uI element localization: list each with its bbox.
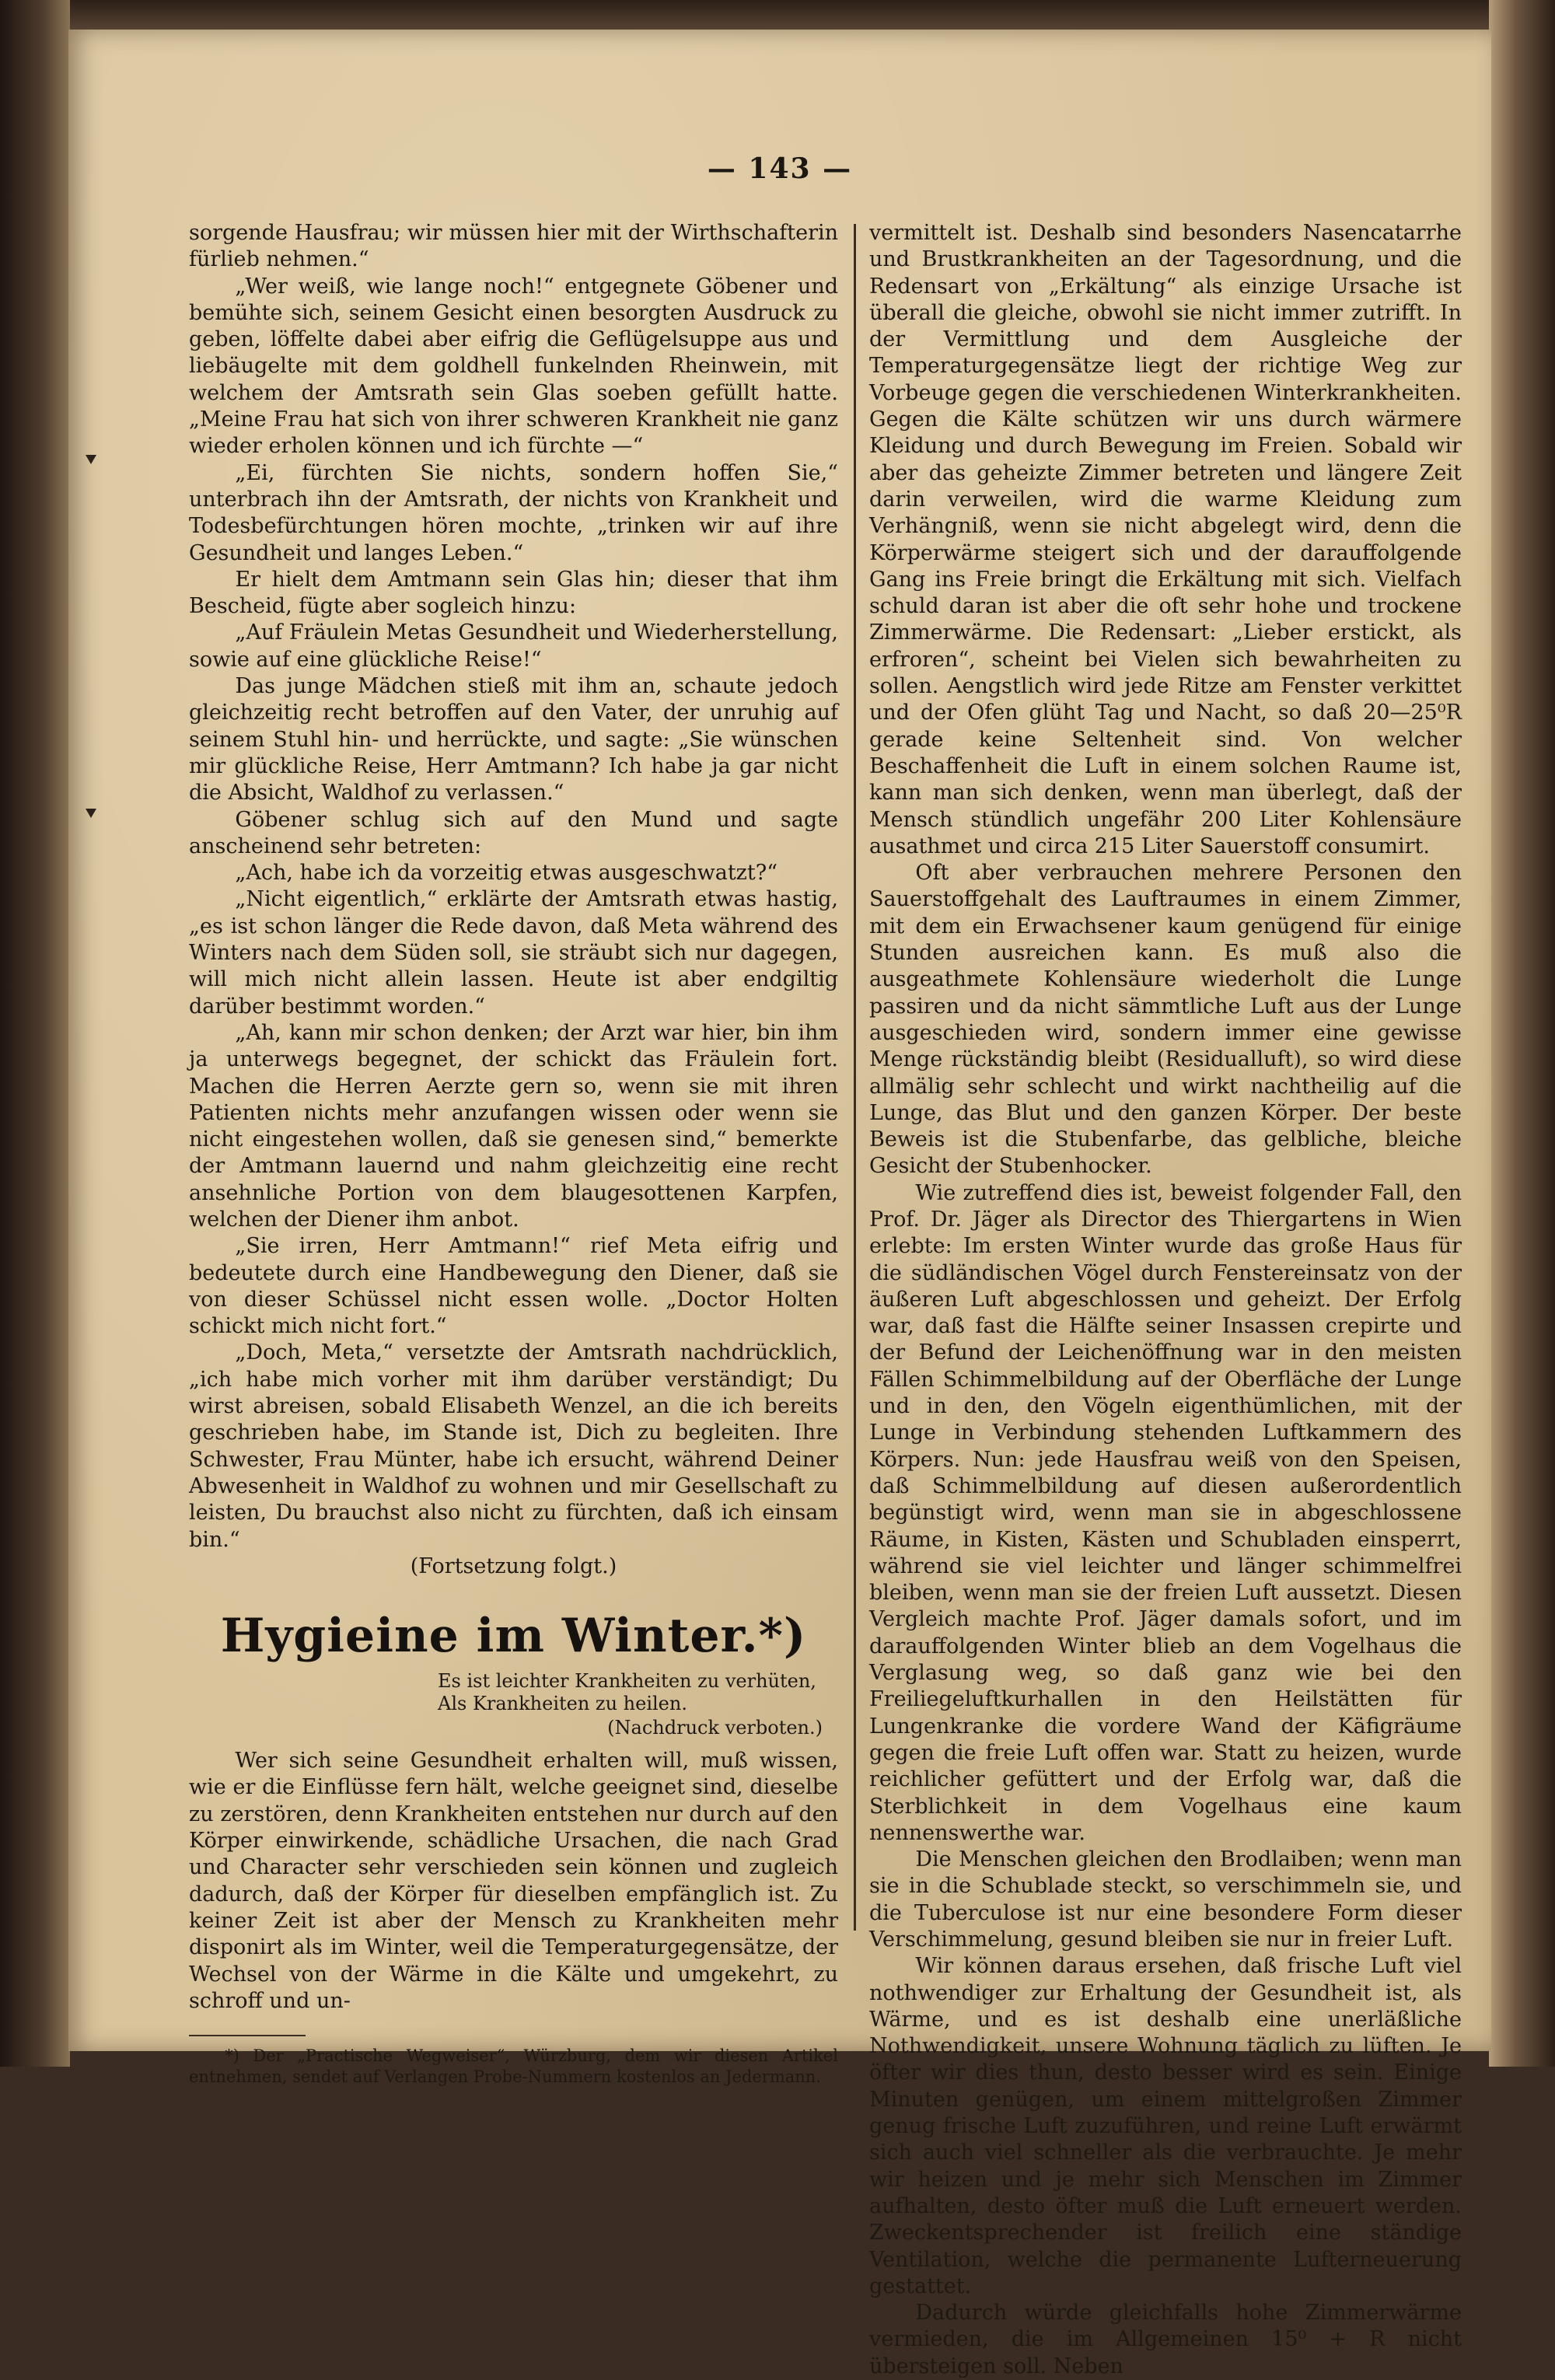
paragraph: „Ei, fürchten Sie nichts, sondern hoffen Sie,“ unterbrach ihn der Amtsrath, der nichts von Krankheit und Todesbefürchtungen hören mochte, „trinken wir auf ihre Gesundheit und langes Leben.“ bbox=[189, 460, 838, 565]
paragraph: Die Menschen gleichen den Brodlaiben; wenn man sie in die Schublade steckt, so verschimmeln sie, und die Tuberculose ist nur eine besondere Form dieser Verschimmelung, gesund bleiben sie nur in freier Luft. bbox=[869, 1847, 1462, 1952]
paragraph: Oft aber verbrauchen mehrere Personen den Sauerstoffgehalt des Lauftraumes in einem Zimmer, mit dem ein Erwachsener kaum genügend für einige Stunden ausreichen kann. Es muß also die ausgeathmete Kohlensäure wiederholt die Lunge passiren und da nicht sämmtliche Luft aus der Lunge ausgeschieden wird, sondern immer eine gewisse Menge rückständig bleibt (Residualluft), so wird diese allmälig sehr schlecht und wirkt nachtheilig auf die Lunge, das Blut und den ganzen Körper. Der beste Beweis ist die Stubenfarbe, das gelbliche, bleiche Gesicht der Stubenhocker. bbox=[869, 861, 1462, 1179]
margin-mark-icon bbox=[86, 455, 96, 464]
paragraph: „Ach, habe ich da vorzeitig etwas ausgeschwatzt?“ bbox=[235, 861, 778, 886]
paragraph: Wir können daraus ersehen, daß frische Luft viel nothwendiger zur Erhaltung der Gesundheit ist, als Wärme, und es ist deshalb eine unerläßliche Nothwendigkeit, unsere Wohnung täglich zu lüften. Je öfter wir dies thun, desto besser wird es sein. Einige Minuten genügen, um einem mittelgroßen Zimmer genug frische Luft zuzuführen, und reine Luft erwärmt sich auch viel schneller als die verbrauchte. Je mehr wir heizen und je mehr sich Menschen im Zimmer aufhalten, desto öfter muß die Luft erneuert werden. Zweckentsprechender ist freilich eine ständige Ventilation, welche die permanente Lufterneuerung gestattet. bbox=[869, 1954, 1462, 2298]
paragraph: „Doch, Meta,“ versetzte der Amtsrath nachdrücklich, „ich habe mich vorher mit ihm darüber verständigt; Du wirst abreisen, sobald Elisabeth Wenzel, an die ich bereits geschrieben habe, im Stande ist, Dich zu begleiten. Ihre Schwester, Frau Münter, habe ich ersucht, während Deiner Abwesenheit in Waldhof zu wohnen und mir Gesellschaft zu leisten, Du brauchst also nicht zu fürchten, daß ich einsam bin.“ bbox=[189, 1340, 838, 1552]
paragraph: „Sie irren, Herr Amtmann!“ rief Meta eifrig und bedeutete durch eine Handbewegung den Diener, daß sie von dieser Schüssel nicht essen wolle. „Doctor Holten schickt mich nicht fort.“ bbox=[189, 1234, 838, 1339]
article-title: Hygieine im Winter.*) bbox=[220, 1609, 807, 1664]
paragraph: „Auf Fräulein Metas Gesundheit und Wiederherstellung, sowie auf eine glückliche Reise!“ bbox=[189, 620, 838, 672]
epigraph-line: Als Krankheiten zu heilen. bbox=[438, 1693, 687, 1715]
paragraph: vermittelt ist. Deshalb sind besonders Nasencatarrhe und Brustkrankheiten an der Tagesordnung, und die Redensart von „Erkältung“ als einzige Ursache ist überall die gleiche, obwohl sie nicht immer zutrifft. In der Vermittlung und dem Ausgleiche der Temperaturgegensätze liegt der richtige Weg zur Vorbeuge gegen die verschiedenen Winterkrankheiten. Gegen die Kälte schützen wir uns durch wärmere Kleidung und durch Bewegung im Freien. Sobald wir aber das geheizte Zimmer betreten und längere Zeit darin verweilen, wird die warme Kleidung zum Verhängniß, wenn sie nicht abgelegt wird, denn die Körperwärme steigert sich und der darauffolgende Gang ins Freie bringt die Erkältung mit sich. Vielfach schuld daran ist aber die oft sehr hohe und trockene Zimmerwärme. Die Redensart: „Lieber erstickt, als erfroren“, scheint bei Vielen sich bewahrheiten zu sollen. Aengstlich wird jede Ritze am Fenster verkittet und der Ofen glüht Tag und Nacht, so daß 20—25⁰R gerade keine Seltenheit sind. Von welcher Beschaffenheit die Luft in einem solchen Raume ist, kann man sich denken, wenn man überlegt, daß der Mensch stündlich ungefähr 200 Liter Kohlensäure ausathmet und circa 215 Liter Sauerstoff consumirt. bbox=[869, 221, 1462, 858]
paragraph: Er hielt dem Amtmann sein Glas hin; dieser that ihm Bescheid, fügte aber sogleich hinzu: bbox=[189, 567, 838, 619]
paragraph: Wie zutreffend dies ist, beweist folgender Fall, den Prof. Dr. Jäger als Director des Thiergartens in Wien erlebte: Im ersten Winter wurde das große Haus für die südländischen Vögel durch Fenstereinsatz von der äußeren Luft abgeschlossen und geheizt. Der Erfolg war, daß fast die Hälfte seiner Insassen crepirte und der Befund der Leichenöffnung war in den meisten Fällen Schimmelbildung auf der Oberfläche der Lunge und in den, den Vögeln eigenthümlichen, mit der Lunge in Verbindung stehenden Luftkammern des Körpers. Nun: jede Hausfrau weiß von den Speisen, daß Schimmelbildung auf diesen außerordentlich begünstigt wird, wenn man sie in abgeschlossene Räume, in Kisten, Kästen und Schubladen einsperrt, während sie viel leichter und länger schimmelfrei bleiben, wenn man sie der freien Luft aussetzt. Diesen Vergleich machte Prof. Jäger damals sofort, und im darauffolgenden Winter blieb an dem Vogelhaus die Verglasung weg, so daß ganz wie bei den Freiliegeluftkurhallen in den Heilstätten für Lungenkranke die vordere Wand der Käfigräume gegen die freie Luft offen war. Statt zu heizen, wurde reichlicher gefüttert und der Erfolg war, daß die Sterblichkeit in dem Vogelhaus eine kaum nennenswerthe war. bbox=[869, 1180, 1462, 1845]
page-number: — 143 — bbox=[707, 152, 853, 185]
paragraph: „Nicht eigentlich,“ erklärte der Amtsrath etwas hastig, „es ist schon länger die Rede davon, daß Meta während des Winters nach dem Süden soll, sie sträubt sich nur dagegen, will mich nicht allein lassen. Heute ist aber endgiltig darüber bestimmt worden.“ bbox=[189, 887, 838, 1019]
paragraph: „Wer weiß, wie lange noch!“ entgegnete Göbener und bemühte sich, seinem Gesicht einen besorgten Ausdruck zu geben, löffelte dabei aber eifrig die Geflügelsuppe aus und liebäugelte mit dem goldhell funkelnden Rheinwein, mit welchem der Amtsrath sein Glas soeben gefüllt hatte. „Meine Frau hat sich von ihrer schweren Krankheit nie ganz wieder erholen können und ich fürchte —“ bbox=[189, 274, 838, 459]
book-edge-top bbox=[0, 0, 1555, 33]
footnote: *) Der „Practische Wegweiser“, Würzburg, dem wir diesen Artikel entnehmen, sendet auf Verlangen Probe-Nummern kostenlos an Jedermann. bbox=[189, 2046, 838, 2087]
reprint-note: (Nachdruck verboten.) bbox=[607, 1717, 823, 1739]
footnote-divider bbox=[189, 2035, 306, 2036]
left-column bbox=[189, 220, 838, 2088]
column-divider bbox=[854, 224, 856, 1931]
article-paragraph: Wer sich seine Gesundheit erhalten will, muß wissen, wie er die Einflüsse fern hält, welche geeignet sind, dieselbe zu zerstören, denn Krankheiten entstehen nur durch auf den Körper einwirkende, schädliche Ursachen, die nach Grad und Character sehr verschieden sein können und zugleich dadurch, daß der Körper für dieselben empfänglich ist. Zu keiner Zeit ist aber der Mensch zu Krankheiten mehr disponirt als im Winter, weil die Temperaturgegensätze, der Wechsel von der Wärme in die Kälte und umgekehrt, zu schroff und un- bbox=[189, 1749, 838, 2013]
continuation-note: (Fortsetzung folgt.) bbox=[410, 1553, 617, 1578]
paragraph: sorgende Hausfrau; wir müssen hier mit der Wirthschafterin fürlieb nehmen.“ bbox=[189, 221, 838, 272]
paragraph: Dadurch würde gleichfalls hohe Zimmerwärme vermieden, die im Allgemeinen 15⁰ + R nicht übersteigen soll. Neben bbox=[869, 2301, 1462, 2378]
book-edge-right bbox=[1489, 0, 1555, 2067]
page bbox=[68, 30, 1491, 2378]
epigraph bbox=[189, 1670, 838, 1715]
margin-mark-icon bbox=[86, 809, 96, 818]
paragraph: „Ah, kann mir schon denken; der Arzt war hier, bin ihm ja unterwegs begegnet, der schickt das Fräulein fort. Machen die Herren Aerzte gern so, wenn sie mit ihren Patienten nichts mehr anzufangen wissen oder wenn sie nicht eingestehen wollen, daß sie genesen sind,“ bemerkte der Amtmann lauernd und nahm gleichzeitig eine recht ansehnliche Portion von dem blaugesottenen Karpfen, welchen der Diener ihm anbot. bbox=[189, 1020, 838, 1232]
paragraph: Göbener schlug sich auf den Mund und sagte anscheinend sehr betreten: bbox=[189, 807, 838, 858]
right-column bbox=[869, 220, 1462, 2380]
book-spine-left bbox=[0, 0, 70, 2067]
epigraph-line: Es ist leichter Krankheiten zu verhüten, bbox=[438, 1670, 816, 1693]
paragraph: Das junge Mädchen stieß mit ihm an, schaute jedoch gleichzeitig recht betroffen auf den Vater, der unruhig auf seinem Stuhl hin- und herrückte, und sagte: „Sie wünschen mir glückliche Reise, Herr Amtmann? Ich habe ja gar nicht die Absicht, Waldhof zu verlassen.“ bbox=[189, 674, 838, 806]
